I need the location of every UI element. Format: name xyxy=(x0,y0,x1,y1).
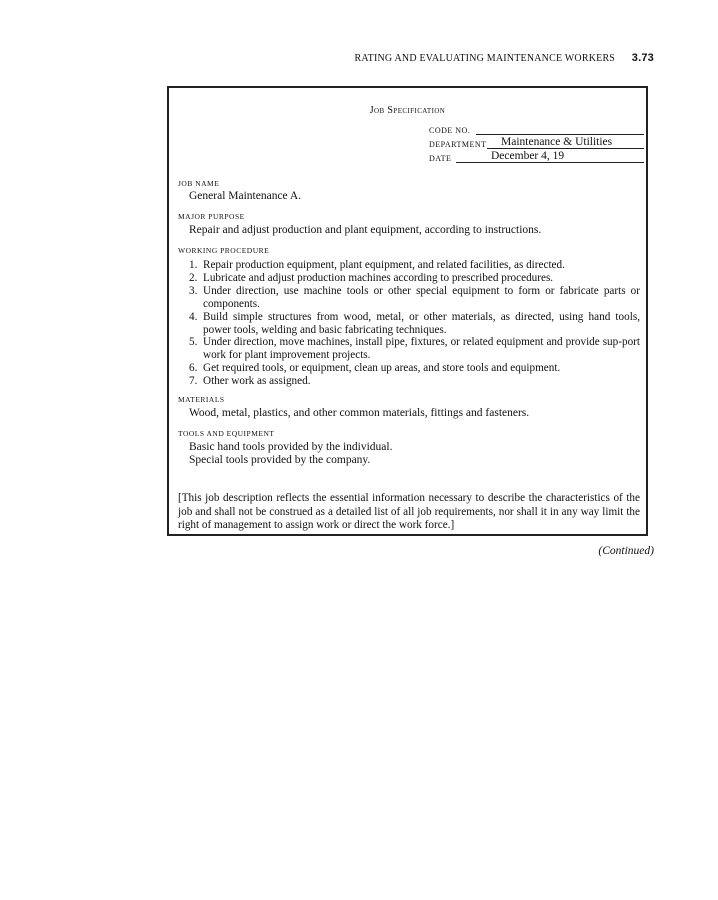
job-name-label: JOB NAME xyxy=(178,179,220,188)
code-no-row xyxy=(429,121,644,135)
procedure-item xyxy=(189,311,640,337)
procedure-item xyxy=(189,375,640,388)
materials-text: Wood, metal, plastics, and other common materials, fittings and fasteners. xyxy=(189,407,530,419)
continued-note xyxy=(0,545,654,557)
tools-text xyxy=(189,441,638,467)
page-number: 3.73 xyxy=(631,52,654,64)
procedure-item xyxy=(189,362,640,375)
procedure-item xyxy=(189,336,640,362)
date-line xyxy=(456,162,644,163)
job-specification-form xyxy=(167,86,648,536)
department-row xyxy=(429,135,644,149)
procedure-number: 1. xyxy=(189,259,198,271)
procedure-number: 3. xyxy=(189,284,198,297)
procedure-text: Under direction, use machine tools or other special equipment to form or fabricate parts or components. xyxy=(203,284,640,310)
continued-text: (Continued) xyxy=(598,545,654,557)
procedure-item xyxy=(189,259,640,272)
procedure-number: 2. xyxy=(189,271,198,284)
tools-line: Basic hand tools provided by the individual. xyxy=(189,441,393,453)
procedure-text: Get required tools, or equipment, clean up areas, and store tools and equipment. xyxy=(203,362,561,375)
procedure-text: Repair production equipment, plant equipment, and related facilities, as directed. xyxy=(203,259,565,271)
tools-label: TOOLS AND EQUIPMENT xyxy=(178,429,275,438)
major-purpose-label: MAJOR PURPOSE xyxy=(178,212,245,221)
job-name: General Maintenance A. xyxy=(189,190,302,202)
code-no-label: CODE NO. xyxy=(429,126,471,135)
procedure-number: 6. xyxy=(189,362,198,375)
working-procedure-label: WORKING PROCEDURE xyxy=(178,246,270,255)
department-value: Maintenance & Utilities xyxy=(501,136,613,148)
procedure-number: 4. xyxy=(189,310,198,323)
running-title: RATING AND EVALUATING MAINTENANCE WORKERS xyxy=(354,53,616,64)
date-value: December 4, 19 xyxy=(491,150,565,162)
procedure-text: Other work as assigned. xyxy=(203,375,311,388)
procedure-text: Lubricate and adjust production machines according to prescribed procedures. xyxy=(203,271,554,284)
department-label: DEPARTMENT xyxy=(429,140,487,149)
tools-line: Special tools provided by the company. xyxy=(189,454,371,466)
date-label: DATE xyxy=(429,154,452,163)
procedure-text: Under direction, move machines, install pipe, fixtures, or related equipment and provide sup-port work for plant improvement projects. xyxy=(203,336,640,362)
procedure-item xyxy=(189,272,640,285)
procedure-number: 7. xyxy=(189,375,198,388)
procedure-number: 5. xyxy=(189,336,198,349)
running-header xyxy=(0,52,654,64)
disclaimer: [This job description reflects the essential information necessary to describe the characteristics of the job and shall not be construed as a detailed list of all job requirements, nor shall it in any way limit the right of management to assign work or direct the work force.] xyxy=(178,492,640,532)
procedure-list xyxy=(189,259,640,388)
date-row xyxy=(429,149,644,163)
procedure-item xyxy=(189,285,640,311)
materials-label: MATERIALS xyxy=(178,395,225,404)
procedure-text: Build simple structures from wood, metal, or other materials, as directed, using hand tools, power tools, welding and basic fabricating techniques. xyxy=(203,310,640,336)
major-purpose: Repair and adjust production and plant equipment, according to instructions. xyxy=(189,224,542,236)
form-title: Job Specification xyxy=(369,105,446,116)
